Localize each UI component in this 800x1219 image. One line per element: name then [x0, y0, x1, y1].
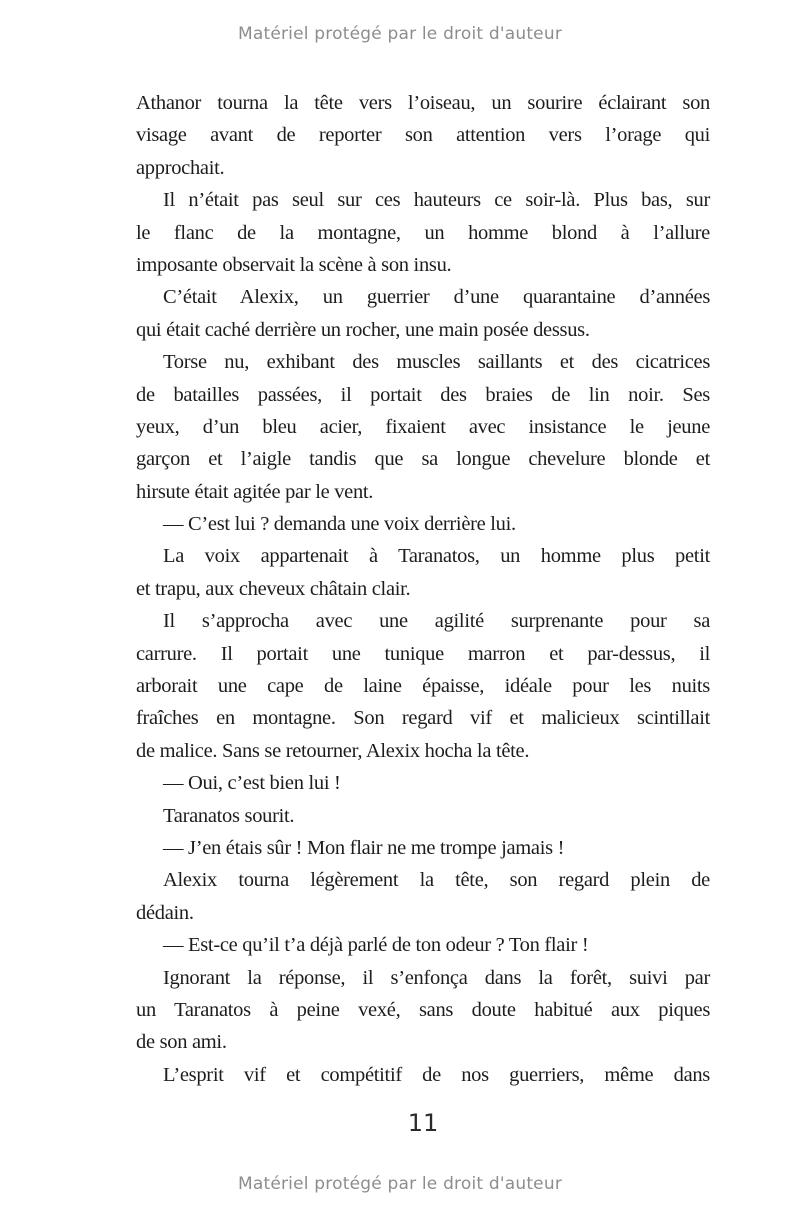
paragraph [136, 832, 710, 864]
paragraph [136, 605, 710, 767]
text-line: le flanc de la montagne, un homme blond à l’allure [136, 221, 710, 244]
copyright-notice-top: Matériel protégé par le droit d'auteur [237, 24, 563, 44]
text-line: de son ami. [136, 1031, 227, 1054]
text-line: L’esprit vif et compétitif de nos guerriers, même dans [163, 1063, 710, 1086]
text-line: un Taranatos à peine vexé, sans doute habitué aux piques [136, 998, 710, 1021]
text-line: arborait une cape de laine épaisse, idéale pour les nuits [136, 675, 710, 698]
text-line: de malice. Sans se retourner, Alexix hocha la tête. [136, 739, 530, 762]
paragraph [136, 962, 710, 1059]
text-line: — J’en étais sûr ! Mon flair ne me trompe jamais ! [163, 836, 565, 859]
paragraph [136, 346, 710, 508]
paragraph [136, 508, 710, 540]
paragraph [136, 184, 710, 281]
text-line: yeux, d’un bleu acier, fixaient avec insistance le jeune [136, 415, 710, 438]
text-line: Athanor tourna la tête vers l’oiseau, un sourire éclairant son [136, 92, 710, 114]
text-line: et trapu, aux cheveux châtain clair. [136, 577, 411, 600]
text-line: Ignorant la réponse, il s’enfonça dans la forêt, suivi par [163, 966, 710, 989]
paragraph [136, 800, 710, 832]
text-line: Alexix tourna légèrement la tête, son regard plein de [163, 869, 710, 892]
paragraph [136, 540, 710, 605]
text-line: Torse nu, exhibant des muscles saillants et des cicatrices [163, 351, 710, 374]
text-line: approchait. [136, 156, 225, 179]
text-line: Il s’approcha avec une agilité surprenante pour sa [163, 610, 710, 633]
paragraph [136, 281, 710, 346]
text-line: Taranatos sourit. [163, 804, 295, 827]
text-line: visage avant de reporter son attention vers l’orage qui [136, 124, 710, 147]
text-line: hirsute était agitée par le vent. [136, 480, 374, 503]
paragraph [136, 1059, 710, 1091]
paragraph [136, 864, 710, 929]
text-line: Il n’était pas seul sur ces hauteurs ce soir-là. Plus bas, sur [163, 189, 710, 212]
page-number: 11 [407, 1109, 439, 1137]
text-line: La voix appartenait à Taranatos, un homme plus petit [163, 545, 710, 568]
copyright-notice-bottom: Matériel protégé par le droit d'auteur [237, 1174, 563, 1194]
body-text [136, 87, 710, 1091]
text-line: dédain. [136, 901, 194, 924]
text-line: carrure. Il portait une tunique marron et par-dessus, il [136, 642, 710, 665]
text-line: C’était Alexix, un guerrier d’une quarantaine d’années [163, 286, 710, 309]
text-line: — C’est lui ? demanda une voix derrière lui. [163, 513, 516, 536]
paragraph [136, 767, 710, 799]
text-line: — Est-ce qu’il t’a déjà parlé de ton odeur ? Ton flair ! [163, 934, 589, 957]
paragraph [136, 929, 710, 961]
text-line: qui était caché derrière un rocher, une main posée dessus. [136, 318, 590, 341]
text-line: imposante observait la scène à son insu. [136, 253, 452, 276]
text-line: de batailles passées, il portait des braies de lin noir. Ses [136, 383, 710, 406]
text-line: garçon et l’aigle tandis que sa longue chevelure blonde et [136, 448, 710, 471]
text-line: fraîches en montagne. Son regard vif et malicieux scintillait [136, 707, 710, 730]
paragraph [136, 87, 710, 184]
text-line: — Oui, c’est bien lui ! [163, 772, 341, 795]
